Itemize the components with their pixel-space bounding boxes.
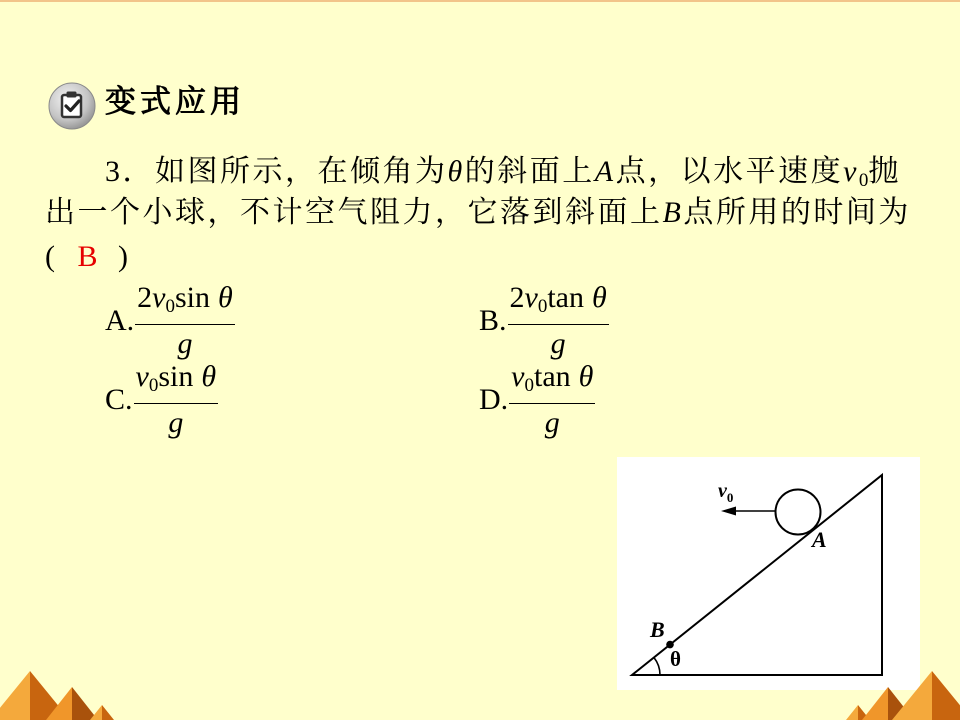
angle-symbol: θ bbox=[201, 360, 217, 393]
question-line-2 bbox=[45, 193, 911, 233]
option-a bbox=[105, 282, 235, 360]
option-d bbox=[479, 361, 595, 439]
question-text: 点所用的时间为 bbox=[683, 196, 911, 229]
section-title: 变式应用 bbox=[105, 84, 245, 120]
option-label: B. bbox=[479, 304, 507, 337]
incline-diagram bbox=[617, 457, 920, 690]
option-c bbox=[105, 361, 218, 439]
denominator: g bbox=[544, 406, 560, 439]
option-label: D. bbox=[479, 383, 509, 416]
trig-function: sin bbox=[175, 281, 211, 314]
velocity-symbol: v bbox=[135, 360, 149, 393]
velocity-label-sub: 0 bbox=[726, 490, 734, 505]
fraction bbox=[135, 282, 235, 360]
answer-line bbox=[45, 237, 131, 277]
angle-symbol: θ bbox=[578, 360, 594, 393]
numerator bbox=[134, 361, 219, 404]
velocity-symbol: v bbox=[511, 360, 525, 393]
numerator bbox=[135, 282, 235, 325]
fraction bbox=[134, 361, 219, 439]
option-label: C. bbox=[105, 383, 133, 416]
point-b-symbol: B bbox=[662, 196, 684, 229]
fraction bbox=[509, 361, 595, 439]
denominator: g bbox=[550, 327, 566, 360]
coefficient: 2 bbox=[137, 281, 153, 314]
trig-function: sin bbox=[158, 360, 194, 393]
velocity-label-var: v bbox=[718, 480, 727, 502]
velocity-subscript: 0 bbox=[537, 296, 548, 317]
velocity-arrow-head bbox=[721, 507, 736, 516]
corner-decoration-left bbox=[0, 665, 120, 720]
question-text: 点，以水平速度 bbox=[615, 155, 844, 188]
point-a-symbol: A bbox=[594, 155, 616, 188]
point-b-label: B bbox=[650, 617, 665, 642]
option-label: A. bbox=[105, 304, 135, 337]
option-b bbox=[479, 282, 609, 360]
corner-decoration-right bbox=[840, 665, 960, 720]
answer-close-paren: ) bbox=[118, 240, 131, 273]
numerator bbox=[508, 282, 609, 325]
question-text: 如图所示，在倾角为 bbox=[155, 155, 448, 188]
answer-choice: B bbox=[77, 240, 101, 273]
trig-function: tan bbox=[534, 360, 571, 393]
velocity-subscript: 0 bbox=[148, 375, 159, 396]
velocity-symbol: v bbox=[843, 155, 859, 188]
velocity-label bbox=[718, 480, 733, 505]
clipboard-check-icon bbox=[47, 81, 97, 131]
coefficient: 2 bbox=[509, 281, 525, 314]
denominator: g bbox=[168, 406, 184, 439]
question-text: 出一个小球，不计空气阻力，它落到斜面上 bbox=[45, 196, 663, 229]
question-text: 抛 bbox=[868, 155, 901, 188]
angle-arc bbox=[654, 658, 660, 676]
question-text: 的斜面上 bbox=[464, 155, 595, 188]
point-a-label: A bbox=[812, 527, 827, 552]
top-border-line bbox=[0, 0, 960, 2]
velocity-symbol: v bbox=[152, 281, 166, 314]
trig-function: tan bbox=[547, 281, 584, 314]
denominator: g bbox=[177, 327, 193, 360]
answer-open-paren: ( bbox=[45, 240, 58, 273]
angle-symbol: θ bbox=[218, 281, 233, 314]
velocity-symbol: v bbox=[524, 281, 538, 314]
angle-label: θ bbox=[670, 647, 681, 671]
angle-symbol: θ bbox=[447, 155, 465, 188]
velocity-subscript: 0 bbox=[165, 296, 175, 317]
velocity-subscript: 0 bbox=[858, 170, 869, 191]
velocity-subscript: 0 bbox=[524, 375, 534, 396]
angle-symbol: θ bbox=[592, 281, 607, 314]
fraction bbox=[508, 282, 609, 360]
question-number: 3． bbox=[105, 155, 155, 188]
numerator bbox=[509, 361, 595, 404]
